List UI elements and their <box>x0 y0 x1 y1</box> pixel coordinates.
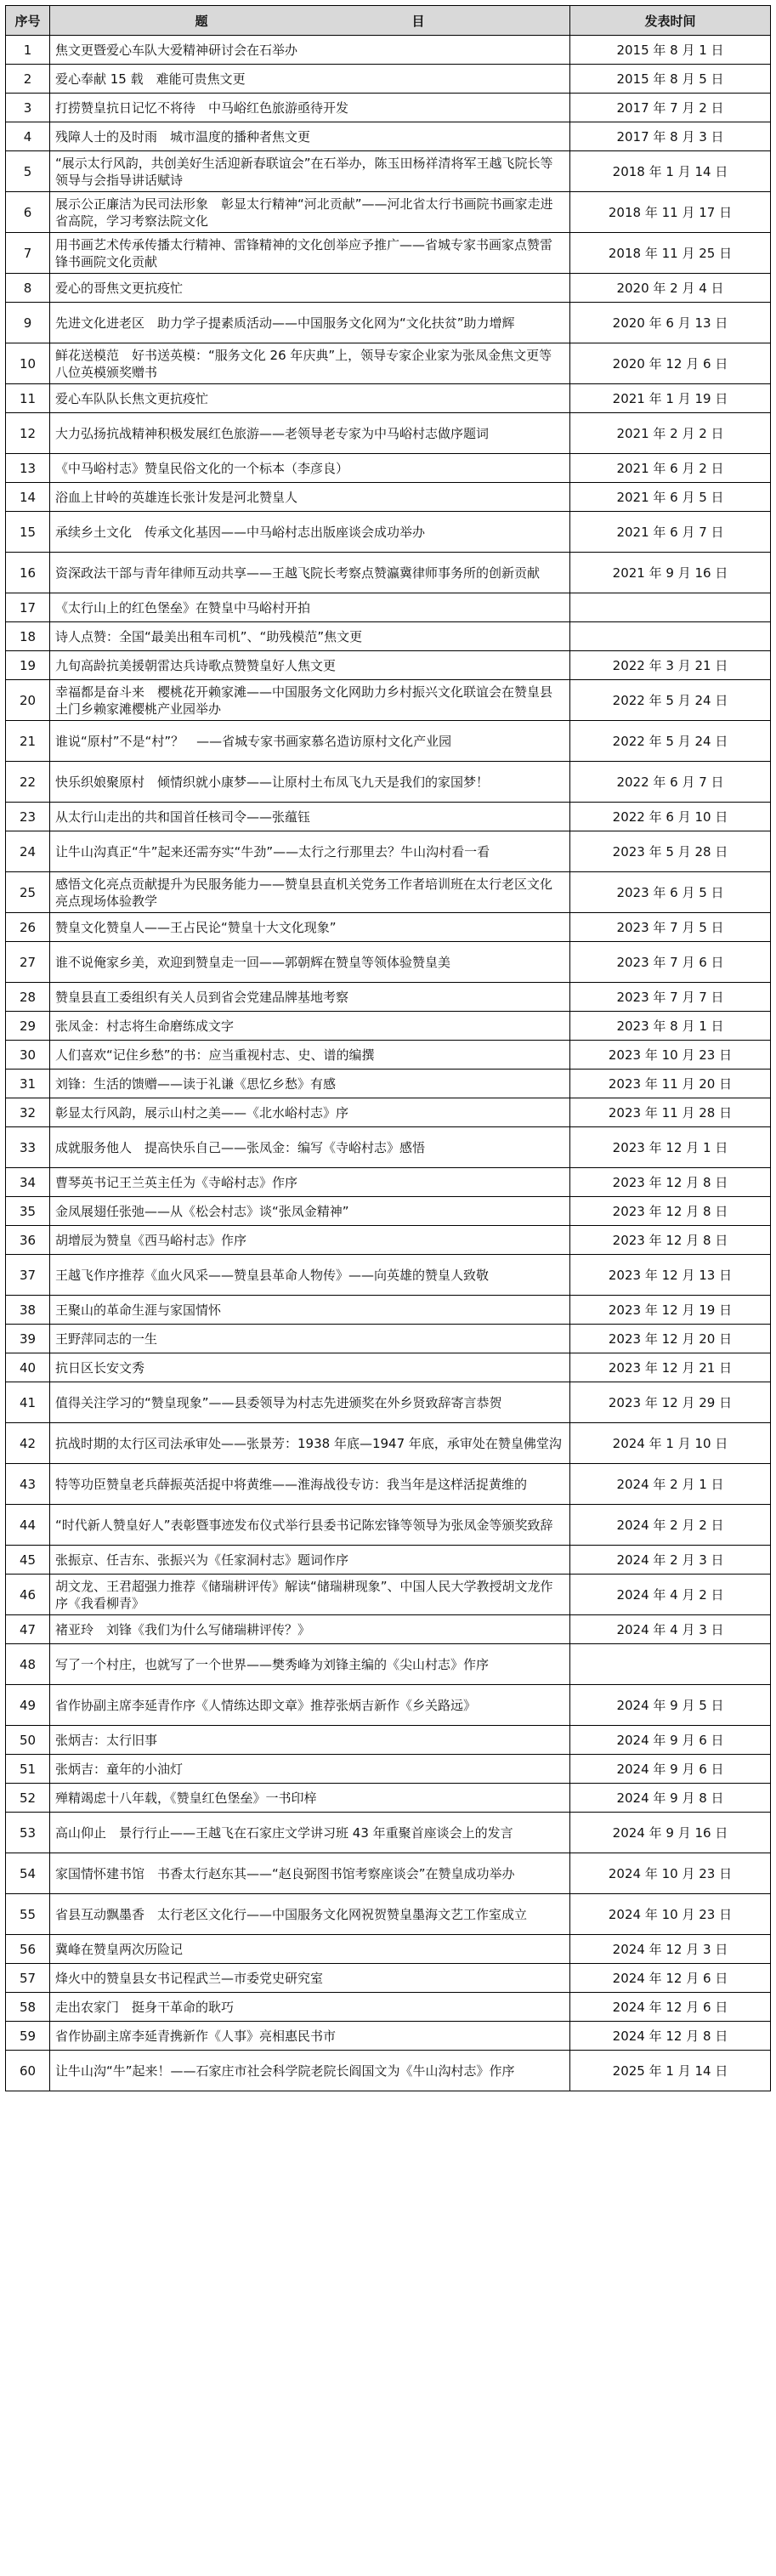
table-row <box>6 1935 771 1964</box>
table-row <box>6 1070 771 1098</box>
row-title: 胡文龙、王君超强力推荐《储瑞耕评传》解读“储瑞耕现象”、中国人民大学教授胡文龙作序《我看柳青》 <box>50 1575 570 1615</box>
row-index: 29 <box>6 1012 50 1041</box>
row-date: 2024 年 2 月 1 日 <box>570 1464 771 1505</box>
table-row <box>6 1382 771 1423</box>
row-index: 7 <box>6 233 50 274</box>
row-index: 3 <box>6 94 50 122</box>
row-title: 赞皇县直工委组织有关人员到省会党建品牌基地考察 <box>50 983 570 1012</box>
table-row <box>6 1464 771 1505</box>
row-index: 55 <box>6 1894 50 1935</box>
row-title: 大力弘扬抗战精神积极发展红色旅游——老领导老专家为中马峪村志做序题词 <box>50 413 570 454</box>
row-title: “时代新人赞皇好人”表彰暨事迹发布仪式举行县委书记陈宏锋等领导为张凤金等颁奖致辞 <box>50 1505 570 1546</box>
row-date <box>570 1644 771 1685</box>
row-title: 抗日区长安文秀 <box>50 1353 570 1382</box>
row-date: 2023 年 7 月 5 日 <box>570 913 771 942</box>
table-row <box>6 1993 771 2022</box>
table-row <box>6 831 771 872</box>
row-title: 家国情怀建书馆 书香太行赵东其——“赵良弼图书馆考察座谈会”在赞皇成功举办 <box>50 1853 570 1894</box>
row-title: 张振京、任吉东、张振兴为《任家洞村志》题词作序 <box>50 1546 570 1575</box>
article-table-container <box>5 5 770 2091</box>
row-index: 22 <box>6 762 50 803</box>
row-date: 2022 年 6 月 10 日 <box>570 803 771 831</box>
row-index: 60 <box>6 2051 50 2091</box>
row-date: 2021 年 6 月 2 日 <box>570 454 771 483</box>
table-row <box>6 36 771 65</box>
table-row <box>6 94 771 122</box>
row-index: 31 <box>6 1070 50 1098</box>
row-index: 32 <box>6 1098 50 1127</box>
row-date: 2024 年 9 月 6 日 <box>570 1755 771 1784</box>
row-title: 金凤展翅任张弛——从《松会村志》谈“张凤金精神” <box>50 1197 570 1226</box>
row-index: 42 <box>6 1423 50 1464</box>
table-row <box>6 1546 771 1575</box>
row-date <box>570 593 771 622</box>
row-title: 资深政法干部与青年律师互动共享——王越飞院长考察点赞瀛冀律师事务所的创新贡献 <box>50 553 570 593</box>
table-row <box>6 553 771 593</box>
row-title: 展示公正廉洁为民司法形象 彰显太行精神“河北贡献”——河北省太行书画院书画家走进省高院，学习考察法院文化 <box>50 192 570 233</box>
row-date: 2024 年 2 月 3 日 <box>570 1546 771 1575</box>
row-index: 56 <box>6 1935 50 1964</box>
row-index: 24 <box>6 831 50 872</box>
table-row <box>6 651 771 680</box>
row-title: 张凤金：村志将生命磨练成文字 <box>50 1012 570 1041</box>
row-title: 残障人士的及时雨 城市温度的播种者焦文更 <box>50 122 570 151</box>
row-title: 人们喜欢“记住乡愁”的书：应当重视村志、史、谱的编撰 <box>50 1041 570 1070</box>
row-date: 2015 年 8 月 1 日 <box>570 36 771 65</box>
row-title: 王聚山的革命生涯与家国情怀 <box>50 1296 570 1325</box>
row-date: 2018 年 11 月 17 日 <box>570 192 771 233</box>
table-row <box>6 680 771 721</box>
row-date: 2021 年 9 月 16 日 <box>570 553 771 593</box>
row-date: 2024 年 12 月 6 日 <box>570 1964 771 1993</box>
row-title: 焦文更暨爱心车队大爱精神研讨会在石举办 <box>50 36 570 65</box>
row-index: 36 <box>6 1226 50 1255</box>
row-title: 彰显太行风韵，展示山村之美——《北水峪村志》序 <box>50 1098 570 1127</box>
table-row <box>6 1226 771 1255</box>
row-date: 2022 年 5 月 24 日 <box>570 721 771 762</box>
row-index: 1 <box>6 36 50 65</box>
row-title: 走出农家门 挺身干革命的耿巧 <box>50 1993 570 2022</box>
row-index: 43 <box>6 1464 50 1505</box>
table-row <box>6 122 771 151</box>
table-row <box>6 1505 771 1546</box>
row-date: 2024 年 4 月 3 日 <box>570 1615 771 1644</box>
table-row <box>6 1012 771 1041</box>
row-index: 21 <box>6 721 50 762</box>
row-title: 王越飞作序推荐《血火风采——赞皇县革命人物传》——向英雄的赞皇人致敬 <box>50 1255 570 1296</box>
row-index: 9 <box>6 303 50 343</box>
table-row <box>6 913 771 942</box>
table-row <box>6 343 771 384</box>
row-title: 《中马峪村志》赞皇民俗文化的一个标本（李彦良） <box>50 454 570 483</box>
row-title: 打捞赞皇抗日记忆不将待 中马峪红色旅游亟待开发 <box>50 94 570 122</box>
row-date: 2023 年 7 月 6 日 <box>570 942 771 983</box>
row-date: 2024 年 10 月 23 日 <box>570 1853 771 1894</box>
row-index: 35 <box>6 1197 50 1226</box>
table-row <box>6 1615 771 1644</box>
table-row <box>6 192 771 233</box>
row-title: 王野萍同志的一生 <box>50 1325 570 1353</box>
row-date: 2024 年 12 月 3 日 <box>570 1935 771 1964</box>
row-index: 17 <box>6 593 50 622</box>
row-index: 16 <box>6 553 50 593</box>
row-date: 2024 年 12 月 6 日 <box>570 1993 771 2022</box>
table-row <box>6 2022 771 2051</box>
row-title: 抗战时期的太行区司法承审处——张景芳：1938 年底—1947 年底，承审处在赞皇佛堂沟 <box>50 1423 570 1464</box>
table-row <box>6 721 771 762</box>
row-title: 烽火中的赞皇县女书记程武兰—市委党史研究室 <box>50 1964 570 1993</box>
row-index: 10 <box>6 343 50 384</box>
row-index: 58 <box>6 1993 50 2022</box>
row-index: 19 <box>6 651 50 680</box>
table-row <box>6 1784 771 1813</box>
row-date: 2024 年 4 月 2 日 <box>570 1575 771 1615</box>
table-row <box>6 1296 771 1325</box>
table-row <box>6 622 771 651</box>
table-row <box>6 454 771 483</box>
row-index: 14 <box>6 483 50 512</box>
table-row <box>6 1098 771 1127</box>
row-date: 2020 年 6 月 13 日 <box>570 303 771 343</box>
table-row <box>6 762 771 803</box>
row-title: 从太行山走出的共和国首任核司令——张蕴钰 <box>50 803 570 831</box>
table-row <box>6 1325 771 1353</box>
table-header-row <box>6 6 771 36</box>
table-row <box>6 942 771 983</box>
row-date: 2017 年 7 月 2 日 <box>570 94 771 122</box>
row-index: 12 <box>6 413 50 454</box>
row-index: 47 <box>6 1615 50 1644</box>
row-index: 41 <box>6 1382 50 1423</box>
article-list-table <box>5 5 771 2091</box>
table-row <box>6 1168 771 1197</box>
row-index: 2 <box>6 65 50 94</box>
table-row <box>6 1726 771 1755</box>
row-title: 殚精竭虑十八年载，《赞皇红色堡垒》一书印梓 <box>50 1784 570 1813</box>
table-row <box>6 1813 771 1853</box>
row-date: 2020 年 12 月 6 日 <box>570 343 771 384</box>
row-date: 2024 年 12 月 8 日 <box>570 2022 771 2051</box>
row-title: 《太行山上的红色堡垒》在赞皇中马峪村开拍 <box>50 593 570 622</box>
row-title: 承续乡土文化 传承文化基因——中马峪村志出版座谈会成功举办 <box>50 512 570 553</box>
row-index: 28 <box>6 983 50 1012</box>
row-title: 特等功臣赞皇老兵薛振英活捉中将黄维——淮海战役专访：我当年是这样活捉黄维的 <box>50 1464 570 1505</box>
row-date: 2023 年 6 月 5 日 <box>570 872 771 913</box>
row-index: 27 <box>6 942 50 983</box>
table-row <box>6 803 771 831</box>
row-title: 让牛山沟真正“牛”起来还需夯实“牛劲”——太行之行那里去？牛山沟村看一看 <box>50 831 570 872</box>
row-index: 11 <box>6 384 50 413</box>
table-row <box>6 1755 771 1784</box>
header-title: 题 目 <box>50 6 570 36</box>
row-index: 23 <box>6 803 50 831</box>
row-title: 值得关注学习的“赞皇现象”——县委领导为村志先进颁奖在外乡贤致辞寄言恭贺 <box>50 1382 570 1423</box>
row-index: 45 <box>6 1546 50 1575</box>
table-row <box>6 1041 771 1070</box>
row-date: 2022 年 3 月 21 日 <box>570 651 771 680</box>
table-row <box>6 1685 771 1726</box>
row-index: 44 <box>6 1505 50 1546</box>
row-index: 46 <box>6 1575 50 1615</box>
row-date: 2021 年 6 月 7 日 <box>570 512 771 553</box>
row-date: 2024 年 9 月 5 日 <box>570 1685 771 1726</box>
row-index: 15 <box>6 512 50 553</box>
table-row <box>6 872 771 913</box>
row-index: 4 <box>6 122 50 151</box>
row-title: 感悟文化亮点贡献提升为民服务能力——赞皇县直机关党务工作者培训班在太行老区文化亮点现场体验教学 <box>50 872 570 913</box>
row-date: 2024 年 10 月 23 日 <box>570 1894 771 1935</box>
row-index: 5 <box>6 151 50 192</box>
table-row <box>6 65 771 94</box>
row-title: 成就服务他人 提高快乐自己——张凤金：编写《寺峪村志》感悟 <box>50 1127 570 1168</box>
row-title: “展示太行风韵，共创美好生活迎新春联谊会”在石举办，陈玉田杨祥清将军王越飞院长等领导与会指导讲话赋诗 <box>50 151 570 192</box>
table-row <box>6 233 771 274</box>
row-date: 2024 年 9 月 8 日 <box>570 1784 771 1813</box>
table-row <box>6 512 771 553</box>
row-title: 刘锋：生活的馈赠——读于礼谦《思忆乡愁》有感 <box>50 1070 570 1098</box>
row-index: 20 <box>6 680 50 721</box>
table-row <box>6 274 771 303</box>
row-index: 26 <box>6 913 50 942</box>
row-index: 40 <box>6 1353 50 1382</box>
row-title: 诗人点赞：全国“最美出租车司机”、“助残模范”焦文更 <box>50 622 570 651</box>
table-row <box>6 1575 771 1615</box>
row-date: 2023 年 11 月 28 日 <box>570 1098 771 1127</box>
table-row <box>6 1894 771 1935</box>
row-date: 2018 年 11 月 25 日 <box>570 233 771 274</box>
row-title: 爱心奉献 15 载 难能可贵焦文更 <box>50 65 570 94</box>
table-row <box>6 1127 771 1168</box>
row-index: 18 <box>6 622 50 651</box>
row-title: 谁不说俺家乡美，欢迎到赞皇走一回——郭朝辉在赞皇等领体验赞皇美 <box>50 942 570 983</box>
table-row <box>6 1423 771 1464</box>
row-date: 2018 年 1 月 14 日 <box>570 151 771 192</box>
row-date: 2024 年 1 月 10 日 <box>570 1423 771 1464</box>
row-title: 省作协副主席李延青携新作《人事》亮相惠民书市 <box>50 2022 570 2051</box>
row-date: 2023 年 12 月 8 日 <box>570 1226 771 1255</box>
row-date: 2023 年 12 月 13 日 <box>570 1255 771 1296</box>
table-row <box>6 303 771 343</box>
row-date: 2021 年 6 月 5 日 <box>570 483 771 512</box>
row-title: 省作协副主席李延青作序《人情练达即文章》推荐张炳吉新作《乡关路远》 <box>50 1685 570 1726</box>
header-index: 序号 <box>6 6 50 36</box>
table-row <box>6 151 771 192</box>
row-date: 2023 年 10 月 23 日 <box>570 1041 771 1070</box>
table-row <box>6 413 771 454</box>
table-row <box>6 593 771 622</box>
row-index: 50 <box>6 1726 50 1755</box>
row-date: 2022 年 5 月 24 日 <box>570 680 771 721</box>
row-index: 6 <box>6 192 50 233</box>
row-title: 快乐织娘聚原村 倾情织就小康梦——让原村土布凤飞九天是我们的家国梦！ <box>50 762 570 803</box>
row-index: 49 <box>6 1685 50 1726</box>
row-date: 2025 年 1 月 14 日 <box>570 2051 771 2091</box>
row-date: 2023 年 12 月 20 日 <box>570 1325 771 1353</box>
table-row <box>6 384 771 413</box>
table-row <box>6 1853 771 1894</box>
row-index: 38 <box>6 1296 50 1325</box>
row-date: 2023 年 7 月 7 日 <box>570 983 771 1012</box>
row-index: 33 <box>6 1127 50 1168</box>
row-title: 张炳吉：童年的小油灯 <box>50 1755 570 1784</box>
row-title: 鲜花送模范 好书送英模：“服务文化 26 年庆典”上，领导专家企业家为张凤金焦文更等八位英模颁奖赠书 <box>50 343 570 384</box>
row-title: 褚亚玲 刘锋《我们为什么写储瑞耕评传？》 <box>50 1615 570 1644</box>
row-date: 2021 年 2 月 2 日 <box>570 413 771 454</box>
table-row <box>6 1255 771 1296</box>
table-row <box>6 1197 771 1226</box>
row-title: 幸福都是奋斗来 樱桃花开赖家滩——中国服务文化网助力乡村振兴文化联谊会在赞皇县土门乡赖家滩樱桃产业园举办 <box>50 680 570 721</box>
row-date: 2023 年 12 月 19 日 <box>570 1296 771 1325</box>
row-date: 2017 年 8 月 3 日 <box>570 122 771 151</box>
row-index: 8 <box>6 274 50 303</box>
row-index: 48 <box>6 1644 50 1685</box>
row-index: 51 <box>6 1755 50 1784</box>
row-date: 2023 年 12 月 1 日 <box>570 1127 771 1168</box>
table-row <box>6 983 771 1012</box>
table-row <box>6 2051 771 2091</box>
row-title: 曹琴英书记王兰英主任为《寺峪村志》作序 <box>50 1168 570 1197</box>
row-date: 2024 年 2 月 2 日 <box>570 1505 771 1546</box>
row-index: 30 <box>6 1041 50 1070</box>
table-row <box>6 483 771 512</box>
row-date: 2023 年 12 月 21 日 <box>570 1353 771 1382</box>
row-index: 37 <box>6 1255 50 1296</box>
row-title: 冀峰在赞皇两次历险记 <box>50 1935 570 1964</box>
table-row <box>6 1353 771 1382</box>
table-row <box>6 1644 771 1685</box>
row-index: 25 <box>6 872 50 913</box>
row-title: 写了一个村庄，也就写了一个世界——樊秀峰为刘锋主编的《尖山村志》作序 <box>50 1644 570 1685</box>
row-index: 53 <box>6 1813 50 1853</box>
row-date: 2021 年 1 月 19 日 <box>570 384 771 413</box>
row-title: 先进文化进老区 助力学子提素质活动——中国服务文化网为“文化扶贫”助力增辉 <box>50 303 570 343</box>
row-date: 2020 年 2 月 4 日 <box>570 274 771 303</box>
row-date: 2023 年 12 月 8 日 <box>570 1168 771 1197</box>
header-date: 发表时间 <box>570 6 771 36</box>
row-date <box>570 622 771 651</box>
row-title: 九旬高龄抗美援朝雷达兵诗歌点赞赞皇好人焦文更 <box>50 651 570 680</box>
row-date: 2024 年 9 月 6 日 <box>570 1726 771 1755</box>
row-index: 13 <box>6 454 50 483</box>
row-date: 2023 年 5 月 28 日 <box>570 831 771 872</box>
row-date: 2022 年 6 月 7 日 <box>570 762 771 803</box>
row-index: 34 <box>6 1168 50 1197</box>
row-date: 2023 年 12 月 8 日 <box>570 1197 771 1226</box>
row-title: 浴血上甘岭的英雄连长张计发是河北赞皇人 <box>50 483 570 512</box>
row-date: 2024 年 9 月 16 日 <box>570 1813 771 1853</box>
table-row <box>6 1964 771 1993</box>
row-title: 爱心车队队长焦文更抗疫忙 <box>50 384 570 413</box>
row-title: 用书画艺术传承传播太行精神、雷锋精神的文化创举应予推广——省城专家书画家点赞雷锋书画院文化贡献 <box>50 233 570 274</box>
row-index: 57 <box>6 1964 50 1993</box>
row-index: 39 <box>6 1325 50 1353</box>
row-title: 让牛山沟“牛”起来！——石家庄市社会科学院老院长阎国文为《牛山沟村志》作序 <box>50 2051 570 2091</box>
row-date: 2023 年 12 月 29 日 <box>570 1382 771 1423</box>
row-title: 胡增辰为赞皇《西马峪村志》作序 <box>50 1226 570 1255</box>
row-title: 谁说“原村”不是“村”？ ——省城专家书画家慕名造访原村文化产业园 <box>50 721 570 762</box>
row-title: 赞皇文化赞皇人——王占民论“赞皇十大文化现象” <box>50 913 570 942</box>
row-date: 2023 年 8 月 1 日 <box>570 1012 771 1041</box>
row-index: 54 <box>6 1853 50 1894</box>
row-title: 省县互动飘墨香 太行老区文化行——中国服务文化网祝贺赞皇墨海文艺工作室成立 <box>50 1894 570 1935</box>
row-index: 52 <box>6 1784 50 1813</box>
row-title: 高山仰止 景行行止——王越飞在石家庄文学讲习班 43 年重聚首座谈会上的发言 <box>50 1813 570 1853</box>
row-title: 张炳吉：太行旧事 <box>50 1726 570 1755</box>
row-date: 2015 年 8 月 5 日 <box>570 65 771 94</box>
row-index: 59 <box>6 2022 50 2051</box>
row-date: 2023 年 11 月 20 日 <box>570 1070 771 1098</box>
row-title: 爱心的哥焦文更抗疫忙 <box>50 274 570 303</box>
